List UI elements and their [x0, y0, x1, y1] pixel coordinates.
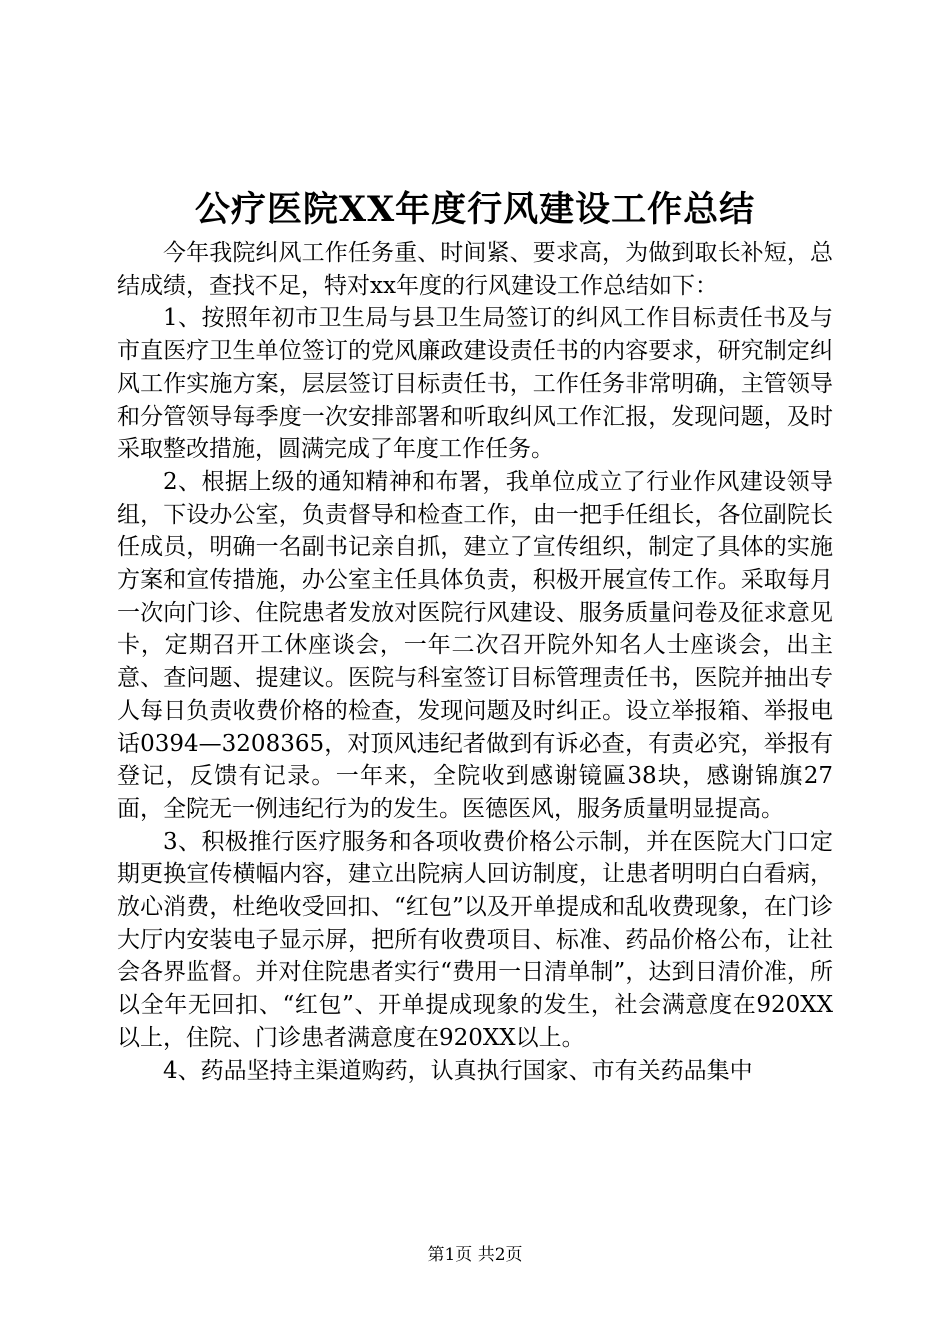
document-title: 公疗医院XX年度行风建设工作总结	[194, 189, 756, 230]
document-body	[117, 237, 833, 1087]
paragraph-item-2: 2、根据上级的通知精神和布署，我单位成立了行业作风建设领导组，下设办公室，负责督导和检查工作，由一把手任组长，各位副院长任成员，明确一名副书记亲自抓，建立了宣传组织，制定了具体的实施方案和宣传措施，办公室主任具体负责，积极开展宣传工作。采取每月一次向门诊、住院患者发放对医院行风建设、服务质量问卷及征求意见卡，定期召开工休座谈会，一年二次召开院外知名人士座谈会，出主意、查问题、提建议。医院与科室签订目标管理责任书，医院并抽出专人每日负责收费价格的检查，发现问题及时纠正。设立举报箱、举报电话0394—3208365，对顶风违纪者做到有诉必查，有责必究，举报有登记，反馈有记录。一年来，全院收到感谢镜匾38块，感谢锦旗27面，全院无一例违纪行为的发生。医德医风，服务质量明显提高。	[117, 468, 833, 822]
paragraph-item-1: 1、按照年初市卫生局与县卫生局签订的纠风工作目标责任书及与市直医疗卫生单位签订的党风廉政建设责任书的内容要求，研究制定纠风工作实施方案，层层签订目标责任书，工作任务非常明确，主管领导和分管领导每季度一次安排部署和听取纠风工作汇报，发现问题，及时采取整改措施，圆满完成了年度工作任务。	[117, 305, 833, 463]
paragraph-item-4: 4、药品坚持主渠道购药，认真执行国家、市有关药品集中	[163, 1057, 753, 1084]
page-number-footer: 第1页 共2页	[427, 1245, 523, 1265]
paragraph-item-3: 3、积极推行医疗服务和各项收费价格公示制，并在医院大门口定期更换宣传横幅内容，建立出院病人回访制度，让患者明明白白看病，放心消费，杜绝收受回扣、“红包”以及开单提成和乱收费现象，在门诊大厅内安装电子显示屏，把所有收费项目、标准、药品价格公布，让社会各界监督。并对住院患者实行“费用一日清单制”，达到日清价准，所以全年无回扣、“红包”、开单提成现象的发生，社会满意度在920XX以上，住院、门诊患者满意度在920XX以上。	[117, 828, 833, 1051]
paragraph-intro: 今年我院纠风工作任务重、时间紧、要求高，为做到取长补短，总结成绩，查找不足，特对xx年度的行风建设工作总结如下：	[117, 240, 833, 299]
